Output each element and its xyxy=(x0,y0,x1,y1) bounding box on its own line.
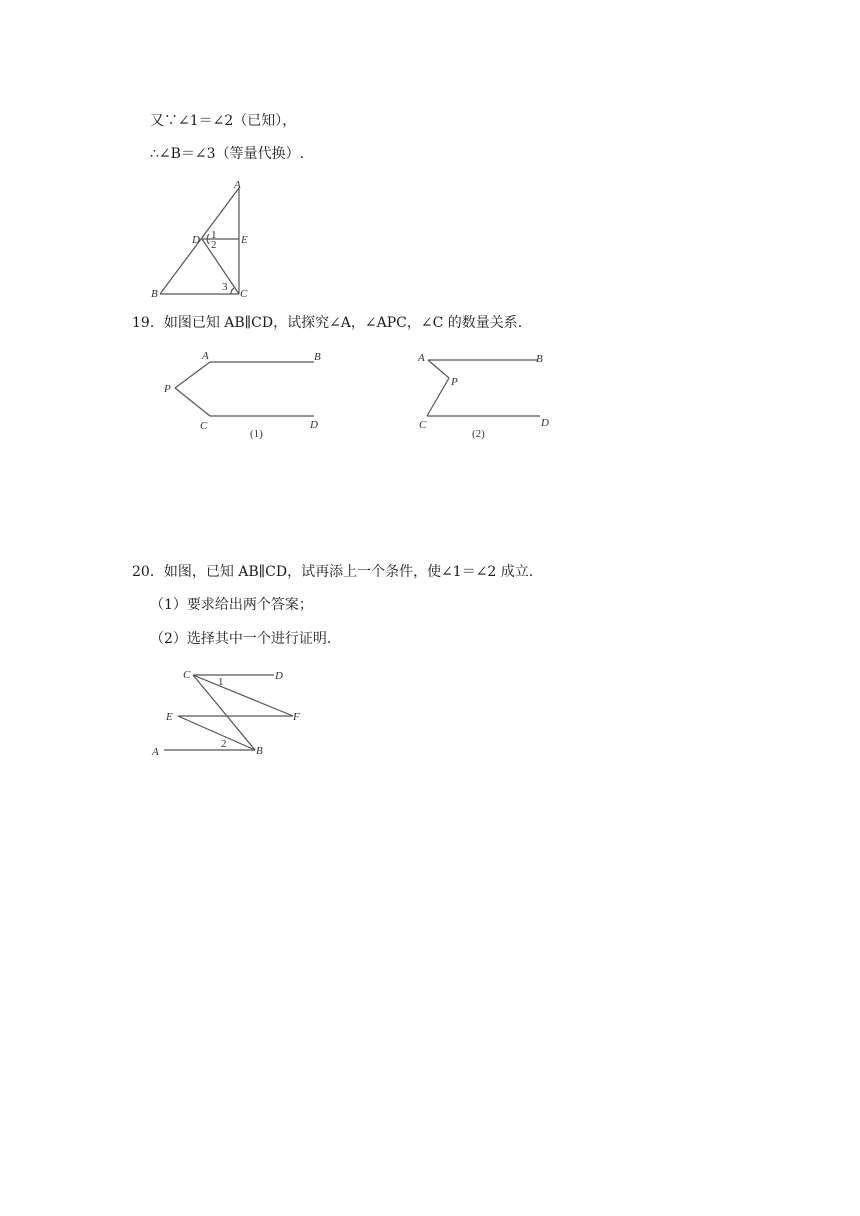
angle-label-2: 2 xyxy=(221,738,227,750)
label-C: C xyxy=(419,419,427,431)
proof-line-2: ∴∠B＝∠3（等量代换）. xyxy=(150,146,305,162)
segment-DC xyxy=(202,239,239,294)
label-D: D xyxy=(275,670,283,682)
angle-label-2: 2 xyxy=(211,239,217,251)
label-P: P xyxy=(451,376,458,388)
angle-mark-c xyxy=(231,288,234,294)
label-D: D xyxy=(192,234,200,246)
label-P: P xyxy=(164,383,171,395)
label-A: A xyxy=(234,179,241,191)
segment-PC xyxy=(427,378,449,416)
segment-PC xyxy=(175,388,210,416)
label-D: D xyxy=(310,419,318,431)
label-C: C xyxy=(183,669,191,681)
label-C: C xyxy=(200,420,208,432)
figure-19-2 xyxy=(412,344,562,444)
label-B: B xyxy=(256,745,263,757)
segment-EB xyxy=(178,716,255,750)
label-E: E xyxy=(241,234,248,246)
caption-2: (2) xyxy=(472,428,485,440)
question-20-sub-1: （1）要求给出两个答案； xyxy=(150,597,313,613)
label-A: A xyxy=(152,746,159,758)
label-B: B xyxy=(314,351,321,363)
label-D: D xyxy=(541,417,549,429)
angle-label-3: 3 xyxy=(222,281,228,293)
triangle-figure xyxy=(145,176,255,300)
proof-line-1: 又∵∠1＝∠2（已知）， xyxy=(150,113,297,129)
label-C: C xyxy=(240,288,248,300)
caption-1: (1) xyxy=(250,428,263,440)
label-B: B xyxy=(536,353,543,365)
label-E: E xyxy=(166,711,173,723)
question-20-text: 20．如图，已知 AB∥CD，试再添上一个条件，使∠1＝∠2 成立. xyxy=(132,564,534,580)
segment-AP xyxy=(428,360,449,378)
label-F: F xyxy=(293,711,300,723)
question-20-sub-2: （2）选择其中一个进行证明. xyxy=(150,631,332,647)
question-19-text: 19．如图已知 AB∥CD，试探究∠A，∠APC，∠C 的数量关系. xyxy=(132,315,523,331)
angle-label-1: 1 xyxy=(218,676,224,688)
figure-19-1 xyxy=(158,344,333,444)
angle-label-1: 1 xyxy=(211,229,217,241)
label-A: A xyxy=(202,350,209,362)
label-B: B xyxy=(151,288,158,300)
label-A: A xyxy=(418,352,425,364)
segment-AP xyxy=(175,362,210,388)
figure-20 xyxy=(148,664,308,764)
